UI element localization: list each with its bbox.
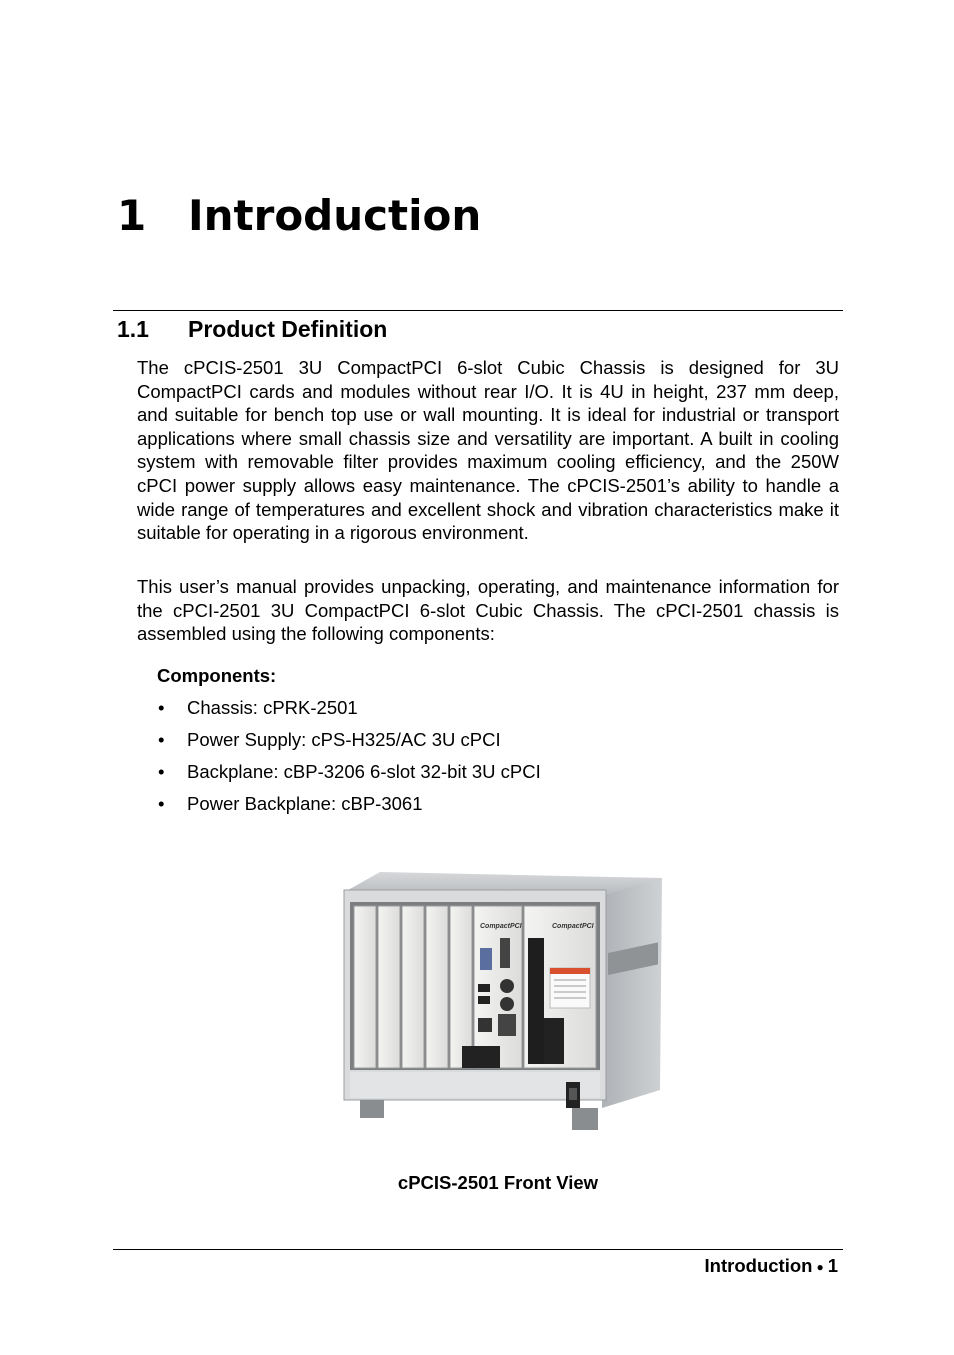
components-heading: Components: <box>157 665 277 686</box>
list-item: • Power Supply: cPS-H325/AC 3U cPCI <box>158 729 501 750</box>
figure-caption: cPCIS-2501 Front View <box>397 1172 599 1193</box>
footer-separator: ● <box>816 1260 824 1275</box>
footer-divider <box>113 1249 843 1250</box>
page-footer <box>705 1254 838 1279</box>
panel-label: CompactPCI <box>552 923 594 930</box>
chapter-title <box>117 190 481 242</box>
panel-label: CompactPCI <box>480 923 522 930</box>
paragraph-manual-scope: This user’s manual provides unpacking, operating, and maintenance information for the cPCI-2501 3U CompactPCI 6-slot Cubic Chassis. The cPCI-2501 chassis is assembled using the following components: <box>137 576 839 645</box>
bullet-icon: • <box>158 729 165 750</box>
paragraph-product-definition: The cPCIS-2501 3U CompactPCI 6-slot Cubic Chassis is designed for 3U CompactPCI cards and modules without rear I/O. It is 4U in height, 237 mm deep, and suitable for bench top use or wall mounting. It is ideal for industrial or transport applications where small chassis size and versatility are important. A built in cooling system with removable filter provides maximum cooling efficiency, and the 250W cPCI power supply allows easy maintenance. The cPCIS-2501’s ability to handle a wide range of temperatures and excellent shock and vibration characteristics make it suitable for operating in a rigorous environment. <box>137 357 839 544</box>
chassis-front-view-image <box>340 868 665 1143</box>
section-heading <box>117 315 387 343</box>
section-title: Product Definition <box>188 316 388 342</box>
bullet-icon: • <box>158 697 165 718</box>
section-divider <box>113 310 843 311</box>
chapter-title-text: Introduction <box>188 191 482 240</box>
list-item: • Power Backplane: cBP-3061 <box>158 793 423 814</box>
list-item: • Chassis: cPRK-2501 <box>158 697 358 718</box>
list-item: • Backplane: cBP-3206 6-slot 32-bit 3U cPCI <box>158 761 541 782</box>
page-number: 1 <box>827 1255 838 1276</box>
bullet-icon: • <box>158 793 165 814</box>
chapter-number: 1 <box>117 191 147 240</box>
section-number: 1.1 <box>117 316 149 342</box>
bullet-icon: • <box>158 761 165 782</box>
footer-label: Introduction <box>704 1255 813 1276</box>
